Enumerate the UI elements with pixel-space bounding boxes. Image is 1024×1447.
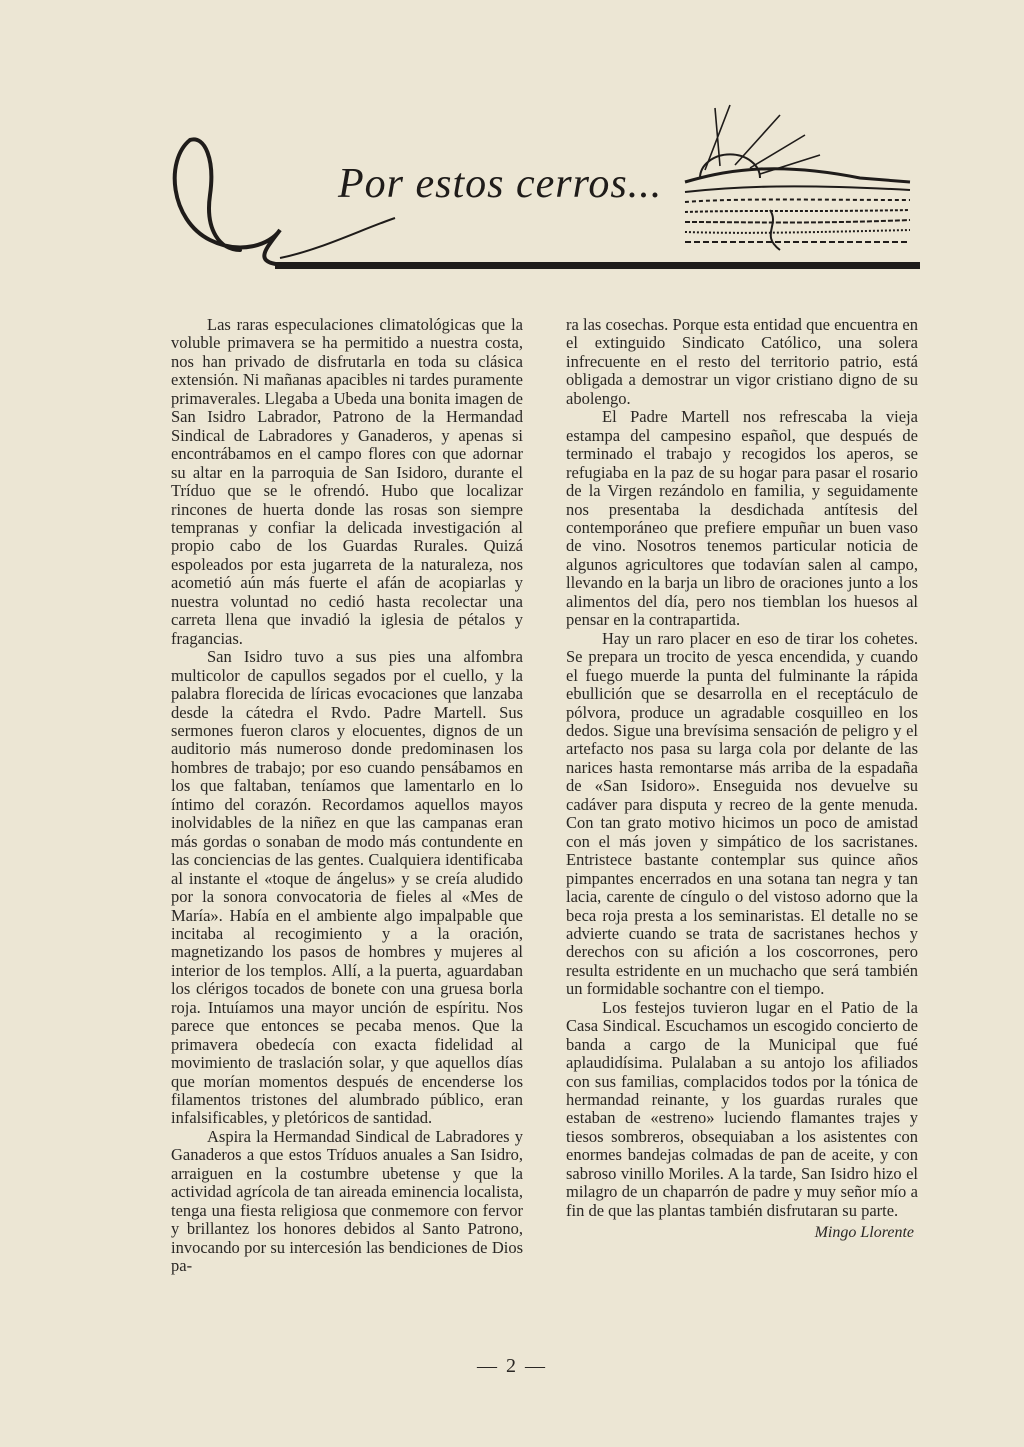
paragraph: Aspira la Hermandad Sindical de Labradores y Ganaderos a que estos Tríduos anuales a San Isidro, arraiguen en la costumbre ubetense y que la actividad agrícola de tan aireada eminencia localista, tenga una fiesta religiosa que conmemore con fervor y brillantez los honores debidos al Santo Patrono, invocando por su intercesión las bendiciones de Dios pa- <box>171 1126 523 1276</box>
paragraph-continuation: ra las cosechas. Porque esta entidad que encuentra en el extinguido Sindicato Católico, una solera infrecuente en el resto del territorio patrio, está obligada a demostrar un vigor cristiano digno de su abolengo. <box>566 315 918 408</box>
paragraph: Las raras especulaciones climatológicas que la voluble primavera se ha permitido a nuestra costa, nos han privado de disfrutarla en toda su clásica extensión. Ni mañanas apacibles ni tardes puramente primaverales. Llegaba a Ubeda una bonita imagen de San Isidro Labrador, Patrono de la Hermandad Sindical de Labradores y Ganaderos, y apenas si encontrábamos en el campo flores con que adornar su altar en la parroquia de San Isidoro, durante el Tríduo que se le ofrendó. Hubo que localizar rincones de huerta donde las rosas son siempre tempranas y confiar la delicada investigación al propio cabo de los Guardas Rurales. Quizá espoleados por esta jugarreta de la naturaleza, nos acometió aún más fuerte el afán de acopiarlas y nuestra voluntad no cedió hasta recolectar una carreta llena que invadió la iglesia de pétalos y fragancias. <box>171 315 523 648</box>
decorative-flourish-icon <box>175 139 290 265</box>
header-rule <box>275 262 920 269</box>
article-column-left <box>171 316 523 1276</box>
page-number: — 2 — <box>477 1355 547 1377</box>
paragraph: Hay un raro placer en eso de tirar los cohetes. Se prepara un trocito de yesca encendida, y cuando el fuego muerde la punta del fulminante la rápida ebullición que se desarrolla en el receptáculo de pólvora, produce un agradable cosquilleo en los dedos. Sigue una brevísima sensación de peligro y el artefacto nos pasa su larga cola por delante de las narices hasta remontarse más arriba de la espadaña de «San Isidoro». Enseguida nos devuelve su cadáver para disputa y recreo de la gente menuda. Con tan grato motivo hicimos un poco de amistad con el más joven y simpático de los sacristanes. Entristece bastante contemplar sus quince años pimpantes encerrados en una sotana tan negra y tan lacia, carente de cíngulo o del vistoso adorno que la beca roja presta a los seminaristas. El detalle no se advierte cuando se trata de sacristanes hechos y derechos con su afición a los coscorrones, pero resulta estridente en un muchacho que será también un formidable sochantre con el tiempo. <box>566 628 918 999</box>
article-column-right <box>566 316 918 1243</box>
paragraph: Los festejos tuvieron lugar en el Patio de la Casa Sindical. Escuchamos un escogido concierto de banda a cargo de la Municipal que fué aplaudidísima. Pulalaban a su antojo los afiliados con sus familias, complacidos todos por la tónica de hermandad reinante, y los guardas rurales que estaban de «estreno» luciendo flamantes trajes y tiesos sombreros, obsequiaban a los asistentes con enormes bandejas colmadas de pan de aceite, y con sabroso vinillo Moriles. A la tarde, San Isidro hizo el milagro de un chaparrón de padre y muy señor mío a fin de que las plantas también disfrutaran su parte. <box>566 997 918 1220</box>
author-signature: Mingo Llorente <box>814 1224 914 1242</box>
article-title: Por estos cerros... <box>338 161 663 207</box>
paragraph: El Padre Martell nos refrescaba la vieja estampa del campesino español, que después de terminado el trabajo y recogidos los aperos, se refugiaba en la paz de su hogar para pasar el rosario de la Virgen rezándolo en familia, y seguidamente nos presentaba la desdichada antítesis del contemporáneo que prefiere empuñar un buen vaso de vino. Nosotros tenemos particular noticia de algunos agricultores que todavían salen al campo, llevando en la barja un libro de oraciones junto a los alimentos del día, pero nos tiemblan los huesos al pensar en la contrapartida. <box>566 407 918 630</box>
sunrise-landscape-icon <box>685 105 910 250</box>
paragraph: San Isidro tuvo a sus pies una alfombra multicolor de capullos segados por el cuello, y la palabra florecida de líricas evocaciones que lanzaba desde la cátedra el Rvdo. Padre Martell. Sus sermones fueron claros y elocuentes, dignos de un auditorio más numeroso donde predominasen los hombres de trabajo; por eso cuando pensábamos en los que faltaban, teníamos que lamentarlo en lo íntimo del corazón. Recordamos aquellos mayos inolvidables de la niñez en que las campanas eran más gordas o sonaban de modo más contundente en las conciencias de las gentes. Cualquiera identificaba al instante el «toque de ángelus» y se creía aludido por la sonora convocatoria de fieles al «Mes de María». Había en el ambiente algo impalpable que incitaba al recogimiento y a la oración, magnetizando los pasos de hombres y mujeres al interior de los templos. Allí, a la puerta, aguardaban los clérigos tocados de bonete con una gruesa borla roja. Intuíamos una mayor unción de espíritu. Nos parece que entonces se pecaba menos. Que la primavera obedecía con exacta fidelidad al movimiento de traslación solar, y que aquellos días que morían momentos después de encenderse los filamentos tristones del alumbrado público, eran infalsificables, y pletóricos de santidad. <box>171 647 523 1128</box>
